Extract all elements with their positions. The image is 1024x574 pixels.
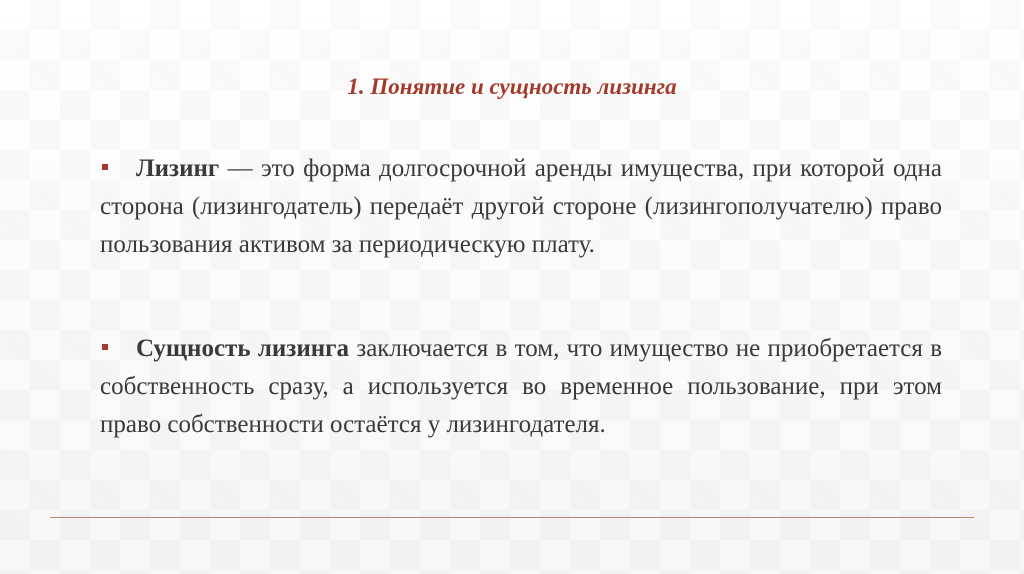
paragraph-leasing-definition: [100, 150, 942, 264]
definition-text: — это форма долгосрочной аренды имущества, при которой одна сторона (лизингодатель) передаёт другой стороне (лизингополучателю) право пользования активом за периодическую плату.: [100, 155, 942, 258]
bullet-icon: [102, 344, 108, 350]
bullet-icon: [102, 164, 108, 170]
slide-title: 1. Понятие и сущность лизинга: [347, 74, 677, 99]
paragraph-leasing-essence: [100, 330, 942, 444]
term-leasing: Лизинг: [136, 155, 220, 182]
term-essence: Сущность лизинга: [136, 335, 349, 362]
essence-text: заключается в том, что имущество не приобретается в собственность сразу, а используется во временное пользование, при этом право собственности остаётся у лизингодателя.: [100, 335, 942, 438]
footer-divider: [50, 517, 974, 518]
